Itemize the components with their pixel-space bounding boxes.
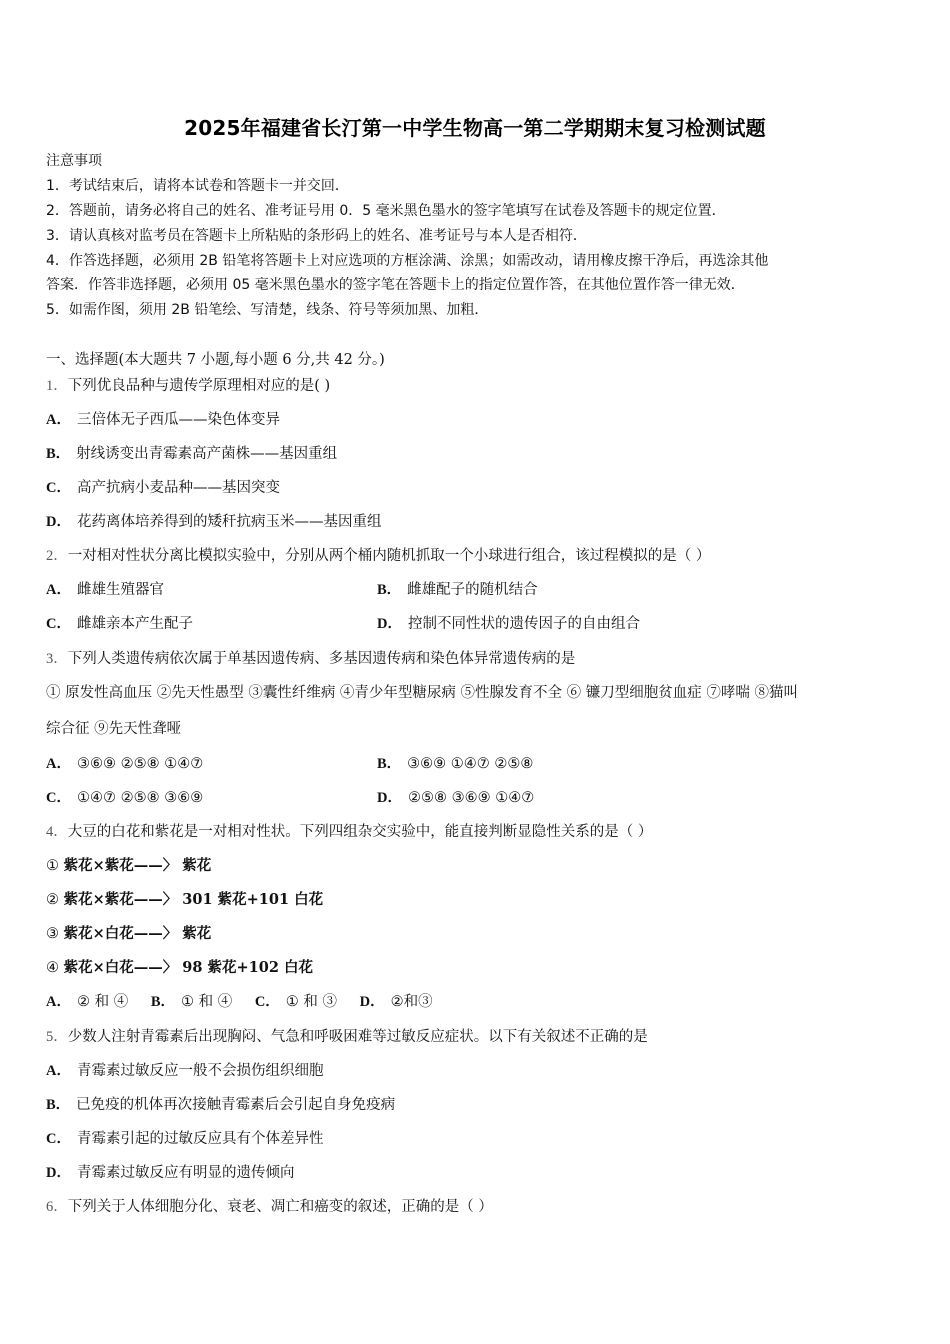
question-4-cross-3 (46, 924, 211, 944)
option-text: 三倍体无子西瓜——染色体变异 (76, 412, 280, 428)
option-text: ②⑤⑧ ③⑥⑨ ①④⑦ (407, 790, 535, 806)
option-text: 雌雄生殖器官 (76, 582, 164, 598)
question-4-cross-4 (46, 958, 313, 978)
note-item: 2．答题前，请务必将自己的姓名、准考证号用 0．5 毫米黑色墨水的签字笔填写在试卷及答题卡的规定位置． (46, 203, 726, 219)
option-letter: C． (46, 1131, 71, 1147)
option-letter: A． (46, 582, 71, 598)
option-text: 花药离体培养得到的矮秆抗病玉米——基因重组 (76, 514, 382, 530)
question-3-stem (46, 649, 575, 669)
cross-text: 紫花×紫花——〉 紫花 (63, 857, 212, 874)
question-2-option-b (377, 580, 538, 600)
cross-mark: ② (46, 892, 59, 908)
option-text: ① 和 ③ (285, 994, 338, 1010)
option-text: 青霉素过敏反应一般不会损伤组织细胞 (76, 1063, 324, 1079)
section-heading: 一、选择题(本大题共 7 小题,每小题 6 分,共 42 分。) (46, 352, 385, 368)
option-text: ① 和 ④ (180, 994, 233, 1010)
cross-text: 紫花×白花——〉 紫花 (63, 925, 212, 942)
question-1-option-a (46, 410, 280, 430)
question-3-option-c (46, 788, 203, 808)
question-5-option-a (46, 1061, 323, 1081)
cross-text: 紫花×白花——〉 98 紫花+102 白花 (63, 959, 313, 976)
question-3-option-d (377, 788, 534, 808)
option-letter: A． (46, 756, 71, 772)
question-text: 大豆的白花和紫花是一对相对性状。下列四组杂交实验中，能直接判断显隐性关系的是（ ） (67, 824, 653, 840)
question-4-cross-1 (46, 856, 211, 876)
option-text: 雌雄亲本产生配子 (76, 616, 193, 632)
question-3-option-b (377, 754, 533, 774)
option-text: 控制不同性状的遗传因子的自由组合 (407, 616, 640, 632)
option-letter: D． (377, 790, 402, 806)
note-item: 答案．作答非选择题，必须用 05 毫米黑色墨水的签字笔在答题卡上的指定位置作答，在其他位置作答一律无效． (46, 277, 745, 293)
cross-mark: ③ (46, 926, 59, 942)
note-item: 3．请认真核对监考员在答题卡上所粘贴的条形码上的姓名、准考证号与本人是否相符． (46, 228, 587, 244)
option-text: 青霉素引起的过敏反应具有个体差异性 (76, 1131, 324, 1147)
option-letter: D． (46, 514, 71, 530)
option-text: ③⑥⑨ ②⑤⑧ ①④⑦ (76, 756, 204, 772)
option-text: ② 和 ④ (76, 994, 129, 1010)
question-4-cross-2 (46, 890, 323, 910)
question-4-stem (46, 822, 652, 842)
option-text: 已免疫的机体再次接触青霉素后会引起自身免疫病 (76, 1097, 396, 1113)
question-4-option-b (151, 994, 232, 1010)
question-number: 6． (46, 1199, 68, 1215)
question-1-option-c (46, 478, 280, 498)
question-number: 5． (46, 1029, 68, 1045)
question-text: 下列关于人体细胞分化、衰老、凋亡和癌变的叙述，正确的是（ ） (67, 1199, 493, 1215)
option-letter: C． (46, 616, 71, 632)
option-text: 雌雄配子的随机结合 (407, 582, 538, 598)
question-number: 1． (46, 378, 68, 394)
option-letter: C． (46, 790, 71, 806)
option-letter: A． (46, 412, 71, 428)
question-1-option-d (46, 512, 381, 532)
cross-mark: ① (46, 858, 59, 874)
question-number: 3． (46, 651, 68, 667)
question-5-stem (46, 1027, 648, 1047)
question-3-option-a (46, 754, 203, 774)
note-item: 1．考试结束后，请将本试卷和答题卡一并交回． (46, 178, 349, 194)
question-4-options (46, 992, 451, 1012)
question-4-option-d (360, 994, 433, 1010)
option-text: ②和③ (390, 994, 433, 1010)
question-text: 下列优良品种与遗传学原理相对应的是( ) (67, 378, 331, 394)
question-4-option-c (255, 994, 337, 1010)
option-text: 射线诱变出青霉素高产菌株——基因重组 (76, 446, 338, 462)
option-text: 青霉素过敏反应有明显的遗传倾向 (76, 1165, 295, 1181)
option-letter: D． (359, 994, 385, 1010)
question-text: 下列人类遗传病依次属于单基因遗传病、多基因遗传病和染色体异常遗传病的是 (67, 651, 576, 667)
option-letter: D． (377, 616, 402, 632)
question-3-list-line-2: 综合征 ⑨先天性聋哑 (46, 721, 182, 737)
option-letter: C． (254, 994, 280, 1010)
question-3-list-line-1: ① 原发性高血压 ②先天性愚型 ③囊性纤维病 ④青少年型糖尿病 ⑤性腺发育不全 ⑥ 镰刀型细胞贫血症 ⑦哮喘 ⑧猫叫 (46, 685, 798, 701)
option-letter: C． (46, 480, 71, 496)
question-5-option-d (46, 1163, 294, 1183)
option-letter: B． (46, 1097, 71, 1113)
note-item: 4．作答选择题，必须用 2B 铅笔将答题卡上对应选项的方框涂满、涂黑；如需改动，请用橡皮擦干净后，再选涂其他 (46, 253, 769, 269)
option-letter: B． (150, 994, 175, 1010)
question-1-option-b (46, 444, 337, 464)
question-4-option-a (46, 994, 128, 1010)
option-text: ③⑥⑨ ①④⑦ ②⑤⑧ (407, 756, 534, 772)
notes-heading: 注意事项 (46, 153, 102, 169)
question-5-option-b (46, 1095, 395, 1115)
question-number: 4． (46, 824, 68, 840)
cross-mark: ④ (46, 960, 59, 976)
question-number: 2． (46, 548, 68, 564)
option-text: ①④⑦ ②⑤⑧ ③⑥⑨ (76, 790, 204, 806)
option-letter: B． (377, 756, 402, 772)
question-text: 少数人注射青霉素后出现胸闷、气急和呼吸困难等过敏反应症状。以下有关叙述不正确的是 (67, 1029, 648, 1045)
question-2-option-d (377, 614, 640, 634)
question-1-stem (46, 376, 330, 396)
question-2-stem (46, 546, 710, 566)
option-letter: D． (46, 1165, 71, 1181)
question-2-option-a (46, 580, 164, 600)
page-title: 2025年福建省长汀第一中学生物高一第二学期期末复习检测试题 (184, 116, 766, 140)
question-2-option-c (46, 614, 193, 634)
question-text: 一对相对性状分离比模拟实验中，分别从两个桶内随机抓取一个小球进行组合，该过程模拟的是（ ） (67, 548, 711, 564)
option-letter: A． (46, 1063, 71, 1079)
option-letter: B． (377, 582, 402, 598)
question-5-option-c (46, 1129, 323, 1149)
cross-text: 紫花×紫花——〉 301 紫花+101 白花 (63, 891, 324, 908)
question-6-stem (46, 1197, 493, 1217)
option-letter: B． (46, 446, 71, 462)
note-item: 5．如需作图，须用 2B 铅笔绘、写清楚，线条、符号等须加黑、加粗． (46, 302, 489, 318)
option-letter: A． (46, 994, 71, 1010)
option-text: 高产抗病小麦品种——基因突变 (76, 480, 280, 496)
